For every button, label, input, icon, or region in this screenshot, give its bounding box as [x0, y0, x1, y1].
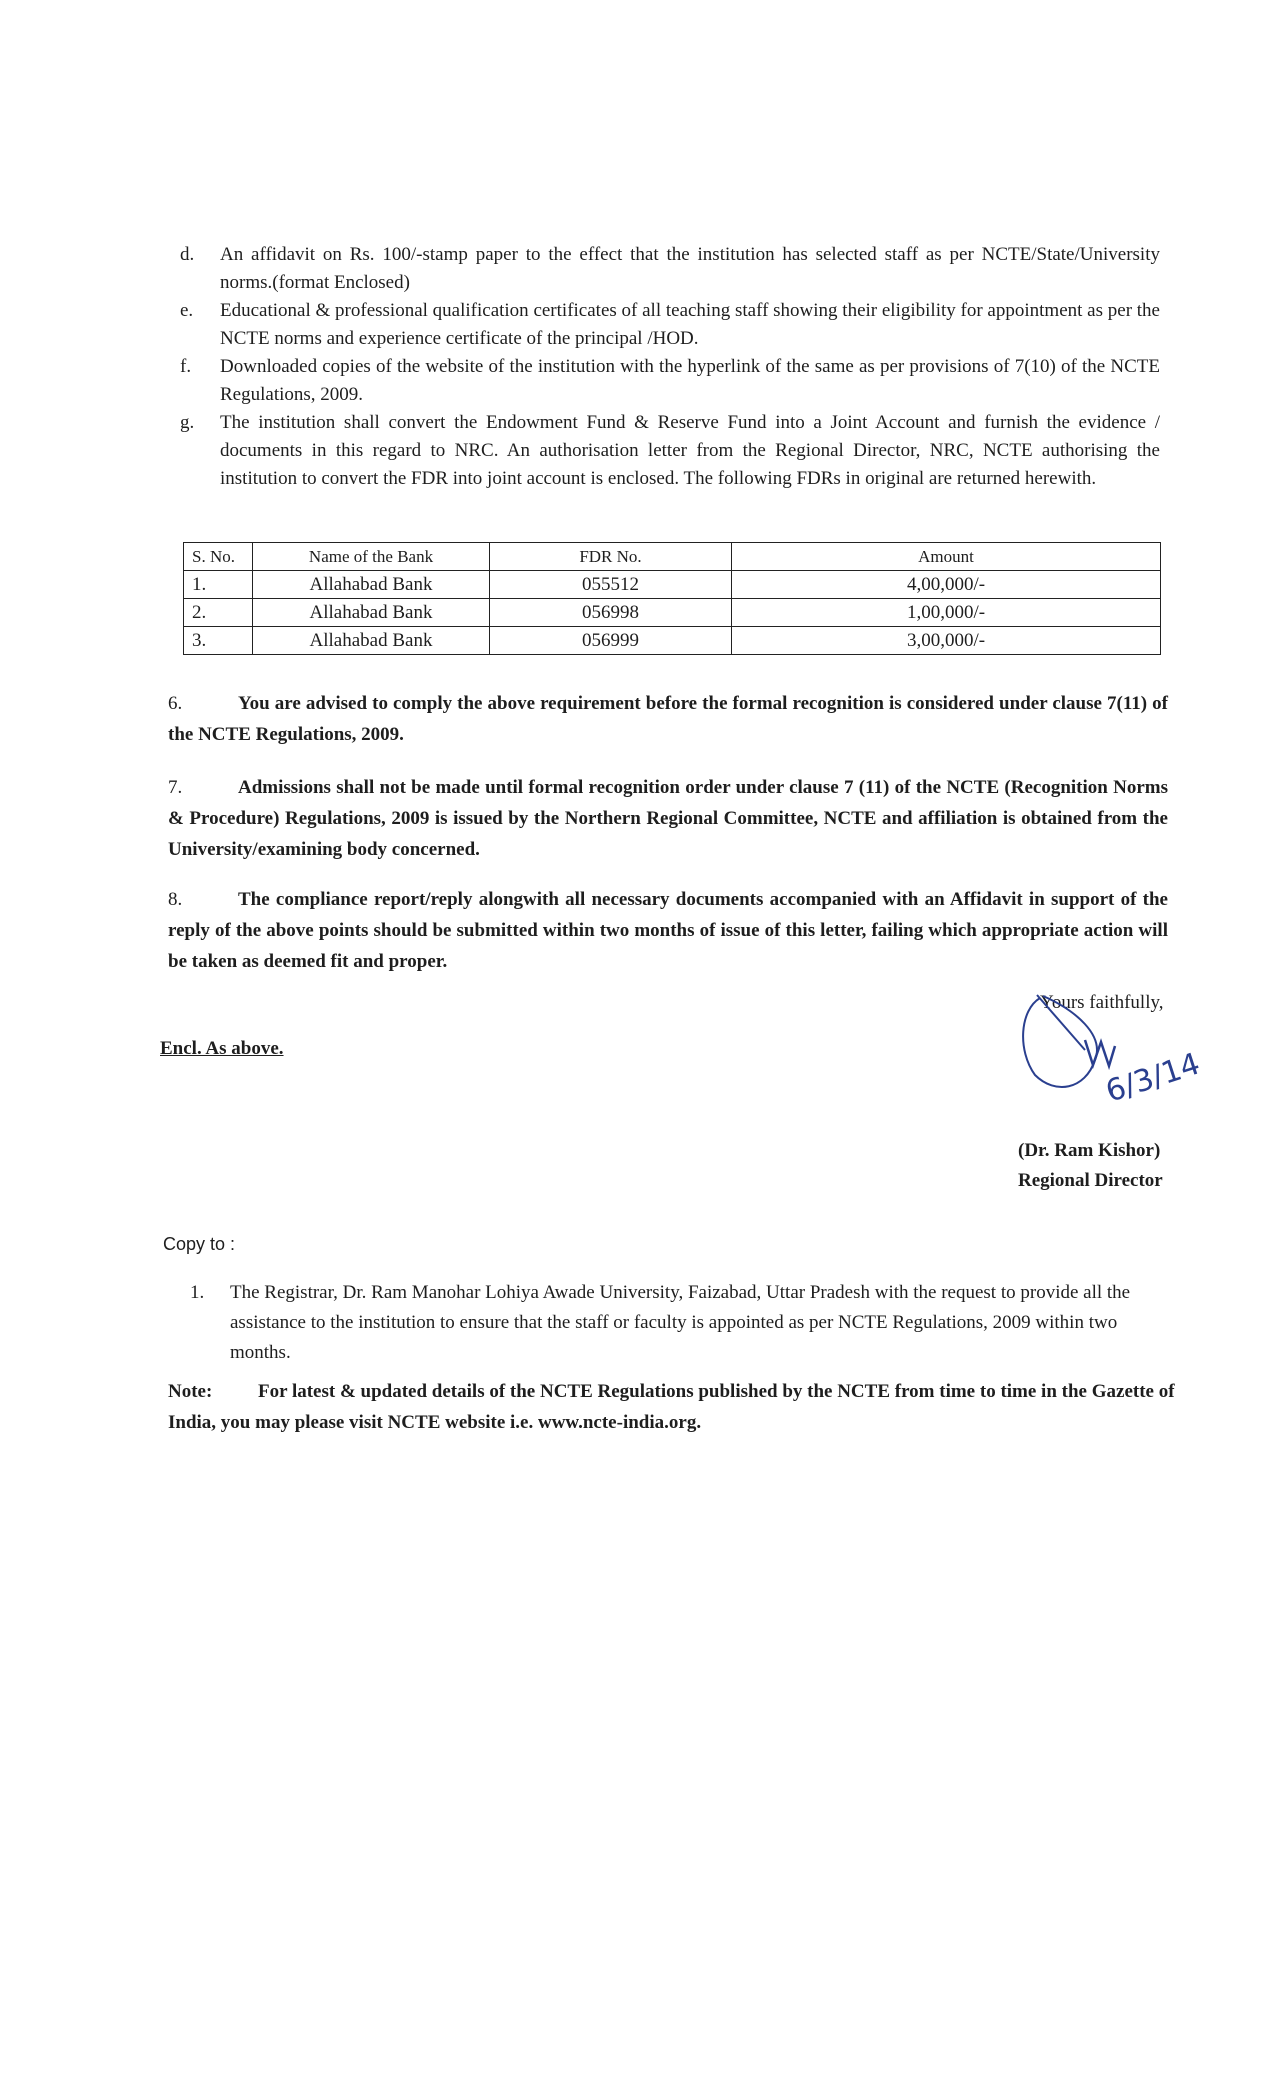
paragraph-text: The compliance report/reply alongwith all necessary documents accompanied with an Affidavit in support of the reply of the above points should be submitted within two months of issue of this letter, failing which appropriate action will be taken as deemed fit and proper.: [168, 889, 1168, 972]
copy-item-marker: 1.: [190, 1282, 205, 1303]
cell-sno: 2.: [184, 599, 253, 627]
fdr-table: [183, 542, 1161, 655]
list-item: [180, 353, 1160, 409]
copy-item-text: The Registrar, Dr. Ram Manohar Lohiya Awade University, Faizabad, Uttar Pradesh with the request to provide all the assistance to the institution to ensure that the staff or faculty is appointed as per NCTE Regulations, 2009 within two months.: [230, 1282, 1131, 1363]
cell-fdr: 055512: [490, 571, 732, 599]
list-marker: f.: [180, 356, 192, 377]
handwritten-signature: [1015, 990, 1205, 1120]
table-header-row: [184, 543, 1161, 571]
cell-amount: 1,00,000/-: [732, 599, 1161, 627]
signatory-name: (Dr. Ram Kishor): [1018, 1140, 1161, 1161]
paragraph-number: 6.: [168, 693, 183, 714]
paragraph-7: [168, 772, 1168, 865]
list-item-text: An affidavit on Rs. 100/-stamp paper to the effect that the institution has selected staff as per NCTE/State/University norms.(format Enclosed): [220, 244, 1160, 293]
signature-date: 6/3/14: [1101, 1046, 1205, 1110]
list-marker: g.: [180, 412, 195, 433]
table-row: [184, 571, 1161, 599]
cell-sno: 3.: [184, 627, 253, 655]
list-marker: d.: [180, 244, 195, 265]
list-item-text: Educational & professional qualification certificates of all teaching staff showing their eligibility for appointment as per the NCTE norms and experience certificate of the principal /HOD.: [220, 300, 1160, 349]
cell-fdr: 056999: [490, 627, 732, 655]
note-text: For latest & updated details of the NCTE Regulations published by the NCTE from time to time in the Gazette of India, you may please visit NCTE website i.e. www.ncte-india.org.: [168, 1381, 1175, 1433]
copy-to-item: [190, 1278, 1180, 1368]
list-marker: e.: [180, 300, 194, 321]
note-label: Note:: [168, 1381, 213, 1402]
list-item: [180, 409, 1160, 493]
note-block: [168, 1376, 1180, 1438]
closing-salutation: Yours faithfully,: [1040, 992, 1164, 1013]
copy-to-label: Copy to :: [163, 1234, 236, 1254]
cell-bank: Allahabad Bank: [253, 571, 490, 599]
signatory-block: [1018, 1136, 1163, 1196]
list-item-text: Downloaded copies of the website of the institution with the hyperlink of the same as per provisions of 7(10) of the NCTE Regulations, 2009.: [220, 356, 1160, 405]
cell-fdr: 056998: [490, 599, 732, 627]
cell-amount: 3,00,000/-: [732, 627, 1161, 655]
list-item: [180, 241, 1160, 297]
enclosure-note: Encl. As above.: [160, 1038, 284, 1059]
cell-amount: 4,00,000/-: [732, 571, 1161, 599]
paragraph-number: 8.: [168, 889, 183, 910]
column-header-sno: S. No.: [184, 543, 253, 571]
list-item-text: The institution shall convert the Endowment Fund & Reserve Fund into a Joint Account and furnish the evidence / documents in this regard to NRC. An authorisation letter from the Regional Director, NRC, NCTE authorising the institution to convert the FDR into joint account is enclosed. The following FDRs in original are returned herewith.: [220, 412, 1160, 489]
table-row: [184, 599, 1161, 627]
list-item: [180, 297, 1160, 353]
paragraph-text: Admissions shall not be made until formal recognition order under clause 7 (11) of the NCTE (Recognition Norms & Procedure) Regulations, 2009 is issued by the Northern Regional Committee, NCTE and affiliation is obtained from the University/examining body concerned.: [168, 777, 1168, 860]
cell-sno: 1.: [184, 571, 253, 599]
table-row: [184, 627, 1161, 655]
column-header-bank: Name of the Bank: [253, 543, 490, 571]
paragraph-text: You are advised to comply the above requirement before the formal recognition is considered under clause 7(11) of the NCTE Regulations, 2009.: [168, 693, 1168, 745]
paragraph-8: [168, 884, 1168, 977]
paragraph-number: 7.: [168, 777, 183, 798]
signatory-designation: Regional Director: [1018, 1170, 1163, 1191]
cell-bank: Allahabad Bank: [253, 627, 490, 655]
column-header-fdr: FDR No.: [490, 543, 732, 571]
cell-bank: Allahabad Bank: [253, 599, 490, 627]
column-header-amount: Amount: [732, 543, 1161, 571]
paragraph-6: [168, 688, 1168, 750]
